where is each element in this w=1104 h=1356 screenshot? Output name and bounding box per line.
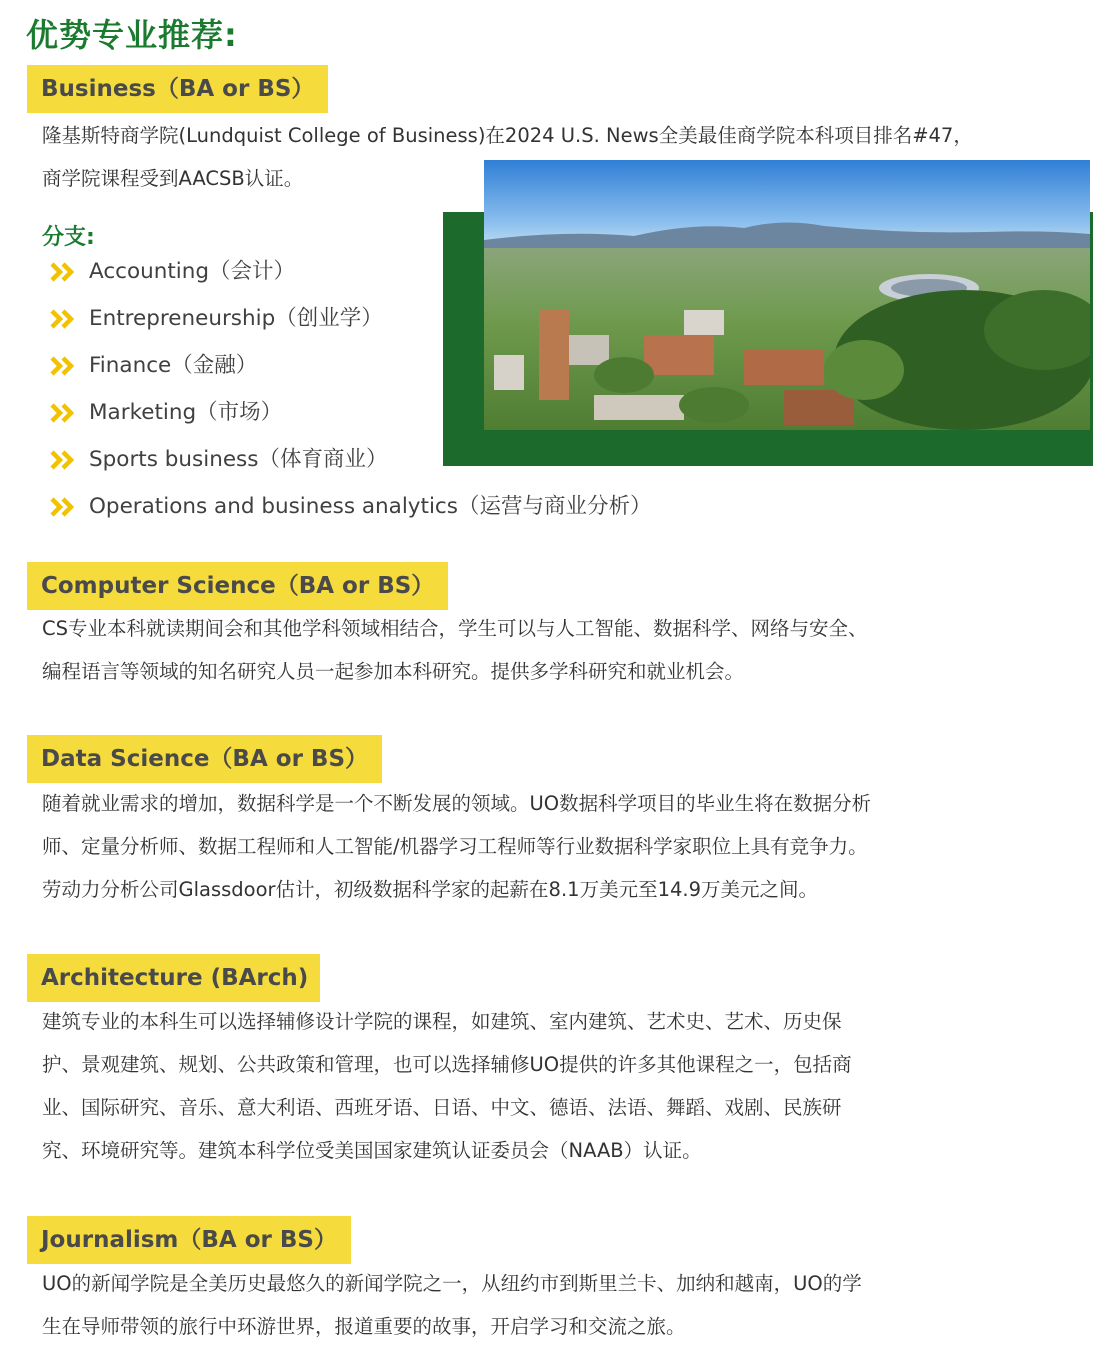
- journalism-tag: Journalism（BA or BS）: [27, 1216, 351, 1264]
- cs-tag: Computer Science（BA or BS）: [27, 562, 448, 610]
- double-chevron-icon: [50, 402, 78, 424]
- double-chevron-icon: [50, 261, 78, 283]
- list-item: [50, 436, 651, 483]
- list-item: [50, 483, 651, 530]
- branch-name: Finance（金融）: [89, 353, 258, 378]
- branch-list: [50, 248, 651, 530]
- branch-name: Marketing（市场）: [89, 400, 283, 425]
- double-chevron-icon: [50, 496, 78, 518]
- list-item: [50, 248, 651, 295]
- branch-name: Sports business（体育商业）: [89, 447, 388, 472]
- list-item: [50, 389, 651, 436]
- branch-name: Accounting（会计）: [89, 259, 296, 284]
- double-chevron-icon: [50, 308, 78, 330]
- ds-description: 随着就业需求的增加，数据科学是一个不断发展的领域。UO数据科学项目的毕业生将在数据分析 师、定量分析师、数据工程师和人工智能/机器学习工程师等行业数据科学家职位上具有竞争力。 劳动力分析公司Glassdoor估计，初级数据科学家的起薪在8.1万美元至14.9万美元之间。: [42, 792, 872, 901]
- business-description: 隆基斯特商学院(Lundquist College of Business)在2024 U.S. News全美最佳商学院本科项目排名#47， 商学院课程受到AACSB认证。: [42, 124, 973, 190]
- arch-tag: Architecture (BArch): [27, 954, 320, 1002]
- double-chevron-icon: [50, 355, 78, 377]
- journalism-description: UO的新闻学院是全美历史最悠久的新闻学院之一，从纽约市到斯里兰卡、加纳和越南，UO的学 生在导师带领的旅行中环游世界，报道重要的故事，开启学习和交流之旅。: [42, 1272, 862, 1338]
- branch-label: 分支:: [42, 225, 95, 250]
- list-item: [50, 342, 651, 389]
- branch-name: Operations and business analytics（运营与商业分析）: [89, 494, 652, 519]
- arch-description: 建筑专业的本科生可以选择辅修设计学院的课程，如建筑、室内建筑、艺术史、艺术、历史保 护、景观建筑、规划、公共政策和管理，也可以选择辅修UO提供的许多其他课程之一，包括商 业、国际研究、音乐、意大利语、西班牙语、日语、中文、德语、法语、舞蹈、戏剧、民族研 究、环境研究等。建筑本科学位受美国国家建筑认证委员会（NAAB）认证。: [42, 1010, 852, 1162]
- double-chevron-icon: [50, 449, 78, 471]
- ds-tag: Data Science（BA or BS）: [27, 735, 382, 783]
- business-tag: Business（BA or BS）: [27, 65, 328, 113]
- list-item: [50, 295, 651, 342]
- branch-name: Entrepreneurship（创业学）: [89, 306, 383, 331]
- page-title: 优势专业推荐:: [26, 16, 238, 54]
- cs-description: CS专业本科就读期间会和其他学科领域相结合，学生可以与人工智能、数据科学、网络与安全、 编程语言等领域的知名研究人员一起参加本科研究。提供多学科研究和就业机会。: [42, 617, 868, 683]
